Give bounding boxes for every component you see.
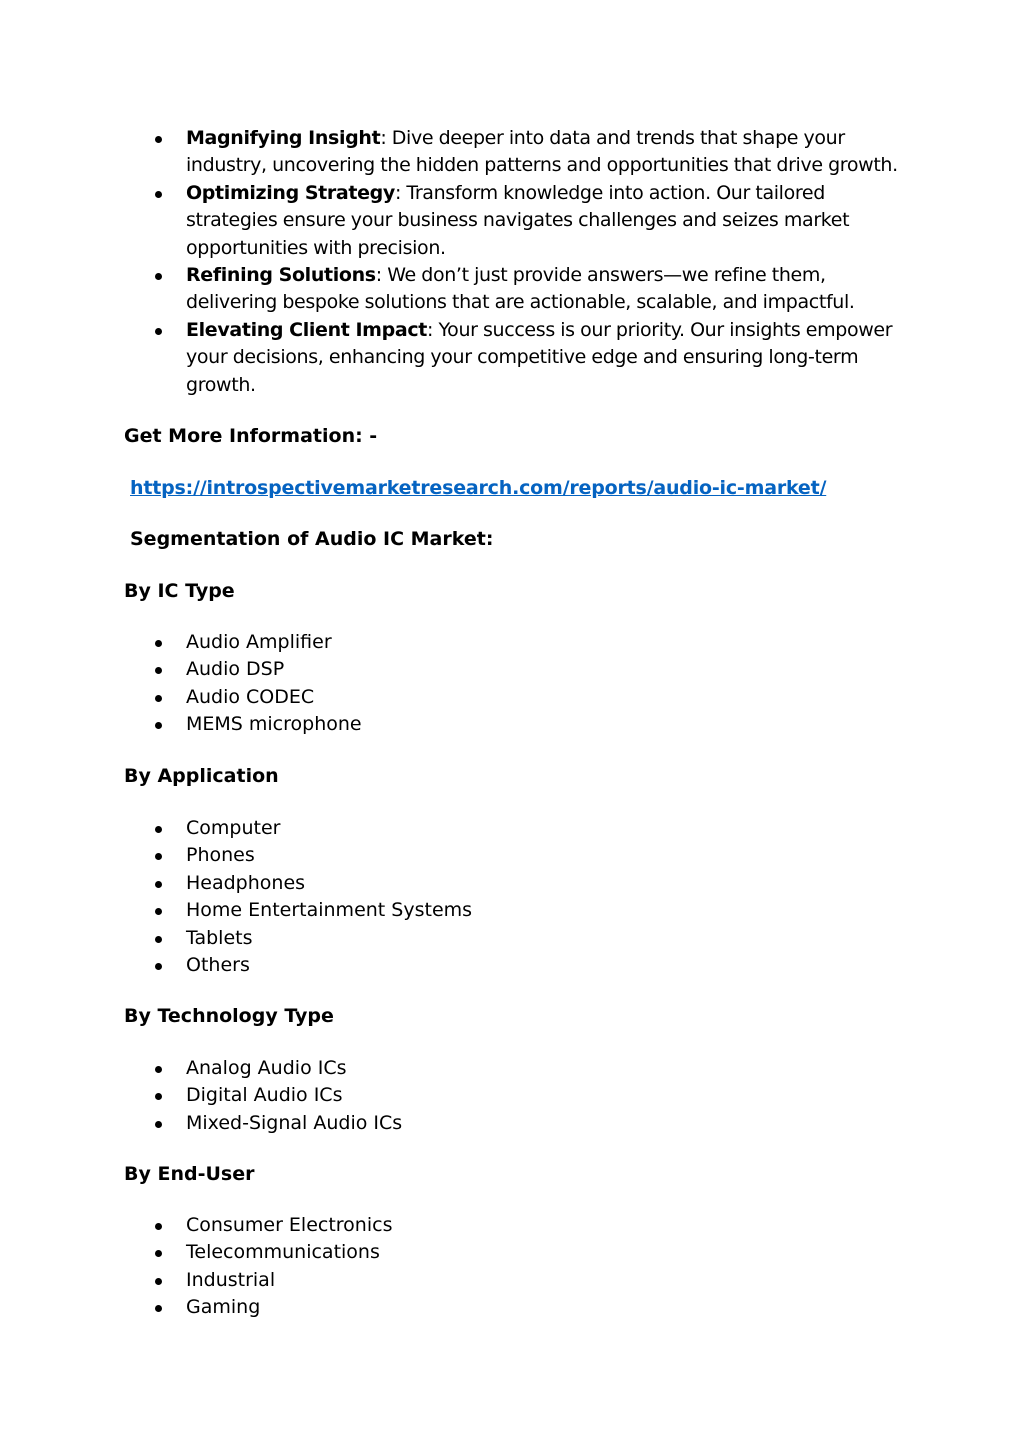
application-heading: By Application [124,765,279,787]
bullet-term: Refining Solutions [186,264,376,287]
bullet-icon [155,1093,162,1100]
list-item-label: Tablets [186,926,253,949]
list-item [0,1082,1023,1109]
list-item-label: Mixed-Signal Audio ICs [186,1111,403,1134]
bullet-icon [155,908,162,915]
list-item-label: Telecommunications [186,1241,380,1264]
ic-type-heading: By IC Type [124,580,235,602]
bullet-text: : Your success is our priority. Our insights empower your decisions, enhancing your competitive edge and ensuring long-term growth. [186,318,893,396]
bullet-icon [155,881,162,888]
bullet-term: Elevating Client Impact [186,318,427,341]
list-item-label: Computer [186,817,281,839]
bullet-icon [155,1305,162,1312]
list-item-label: Audio Amplifier [186,631,332,653]
list-item [0,1212,1023,1239]
bullet-icon [155,826,162,833]
report-link[interactable]: https://introspectivemarketresearch.com/reports/audio-ic-market/ [130,477,827,499]
technology-type-heading: By Technology Type [124,1005,334,1027]
list-item-label: Audio CODEC [186,685,315,708]
bullet-icon [155,963,162,970]
list-item [0,711,1023,738]
bullet-icon [155,1278,162,1285]
bullet-icon [155,1223,162,1230]
list-item-label: MEMS microphone [186,713,362,736]
technology-type-list [0,1055,1023,1137]
list-item [0,815,1023,842]
bullet-text: : Transform knowledge into action. Our tailored strategies ensure your business navigates challenges and seizes market opportunities with precision. [186,181,850,259]
segmentation-heading: Segmentation of Audio IC Market: [130,528,494,550]
bullet-text: : Dive deeper into data and trends that shape your industry, uncovering the hidden patterns and opportunities that drive growth. [186,127,898,177]
bullet-icon [155,328,162,335]
get-more-info-heading: Get More Information: - [124,425,378,447]
list-item [0,125,1023,180]
list-item [0,684,1023,711]
application-list [0,815,1023,979]
list-item-label: Digital Audio ICs [186,1084,343,1107]
bullet-icon [155,1066,162,1073]
bullet-icon [155,722,162,729]
bullet-icon [155,273,162,280]
bullet-icon [155,853,162,860]
bullet-text: : We don’t just provide answers—we refine them, delivering bespoke solutions that are actionable, scalable, and impactful. [186,264,855,314]
bullet-icon [155,936,162,943]
ic-type-list [0,629,1023,739]
list-item [0,870,1023,897]
list-item [0,897,1023,924]
list-item-label: Phones [186,844,255,867]
end-user-list [0,1212,1023,1322]
list-item-label: Industrial [186,1268,276,1291]
bullet-icon [155,695,162,702]
list-item [0,180,1023,262]
list-item [0,317,1023,399]
list-item [0,1110,1023,1137]
list-item [0,629,1023,656]
list-item [0,1294,1023,1321]
bullet-icon [155,136,162,143]
list-item [0,1239,1023,1266]
bullet-term: Optimizing Strategy [186,181,395,204]
list-item-label: Headphones [186,871,306,894]
list-item-label: Consumer Electronics [186,1214,393,1236]
list-item-label: Gaming [186,1296,261,1319]
list-item [0,656,1023,683]
list-item [0,925,1023,952]
intro-bullet-list [0,125,1023,399]
bullet-icon [155,667,162,674]
list-item-label: Analog Audio ICs [186,1057,347,1079]
bullet-icon [155,1121,162,1128]
list-item [0,262,1023,317]
list-item-label: Audio DSP [186,658,285,681]
end-user-heading: By End-User [124,1163,255,1185]
list-item [0,952,1023,979]
bullet-term: Magnifying Insight [186,127,381,149]
bullet-icon [155,640,162,647]
list-item [0,842,1023,869]
bullet-icon [155,1250,162,1257]
list-item-label: Home Entertainment Systems [186,899,473,922]
list-item [0,1267,1023,1294]
list-item [0,1055,1023,1082]
bullet-icon [155,191,162,198]
list-item-label: Others [186,954,250,977]
